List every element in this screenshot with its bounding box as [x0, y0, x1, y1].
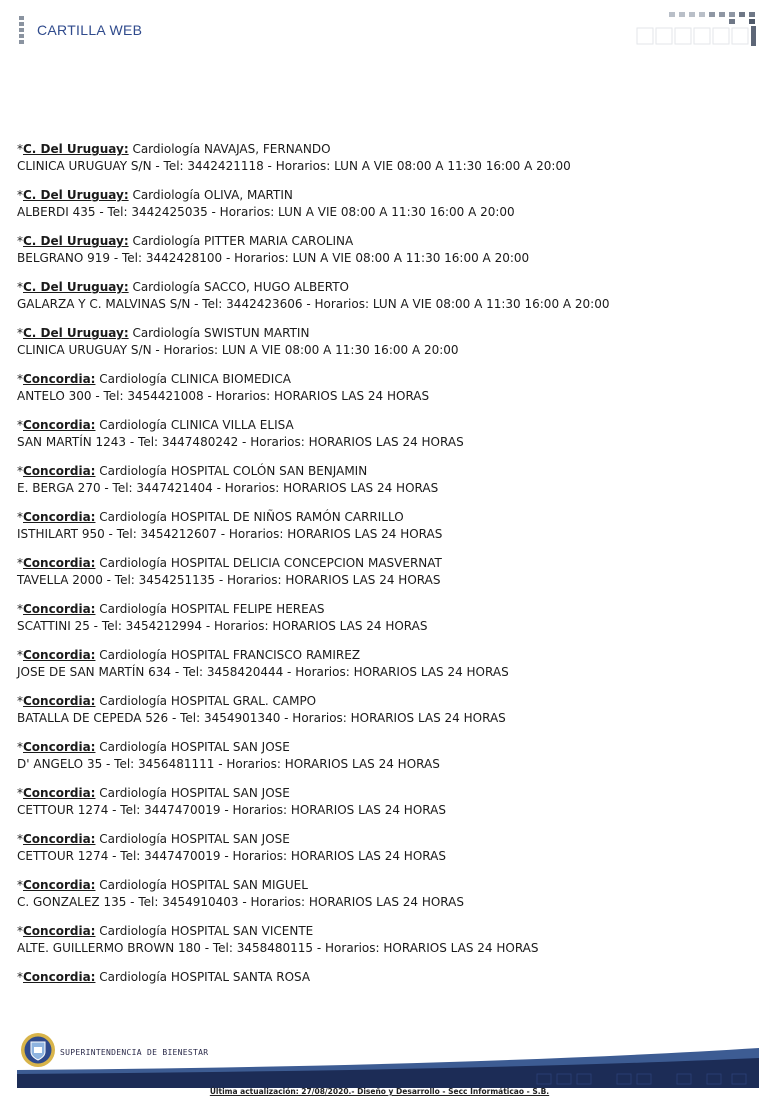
specialty-label: Cardiología [132, 280, 201, 294]
provider-name: NAVAJAS, FERNANDO [204, 142, 331, 156]
provider-details: ALBERDI 435 - Tel: 3442425035 - Horarios: LUN A VIE 08:00 A 11:30 16:00 A 20:00 [17, 205, 515, 219]
provider-name: HOSPITAL DELICIA CONCEPCION MASVERNAT [170, 556, 442, 570]
shield-seal-icon [20, 1032, 56, 1068]
specialty-label: Cardiología [99, 510, 168, 524]
city-link[interactable]: Concordia: [23, 510, 96, 524]
provider-name: HOSPITAL GRAL. CAMPO [170, 694, 317, 708]
provider-details: E. BERGA 270 - Tel: 3447421404 - Horarios: HORARIOS LAS 24 HORAS [17, 481, 439, 495]
city-link[interactable]: C. Del Uruguay: [23, 326, 129, 340]
provider-name: HOSPITAL COLÓN SAN BENJAMIN [170, 464, 368, 478]
provider-heading: *C. Del Uruguay: Cardiología SACCO, HUGO ALBERTO [17, 280, 349, 294]
provider-entry [17, 555, 747, 589]
provider-details: SAN MARTÍN 1243 - Tel: 3447480242 - Horarios: HORARIOS LAS 24 HORAS [17, 435, 464, 449]
header-accent-bar [19, 16, 24, 46]
specialty-label: Cardiología [99, 418, 168, 432]
specialty-label: Cardiología [99, 648, 168, 662]
city-link[interactable]: Concordia: [23, 418, 96, 432]
city-link[interactable]: C. Del Uruguay: [23, 234, 129, 248]
provider-details: GALARZA Y C. MALVINAS S/N - Tel: 3442423606 - Horarios: LUN A VIE 08:00 A 11:30 16:00 A 20:00 [17, 297, 610, 311]
provider-details: CLINICA URUGUAY S/N - Tel: 3442421118 - Horarios: LUN A VIE 08:00 A 11:30 16:00 A 20:00 [17, 159, 571, 173]
provider-heading: *Concordia: Cardiología HOSPITAL SAN JOSE [17, 786, 290, 800]
specialty-label: Cardiología [99, 602, 168, 616]
provider-details: JOSE DE SAN MARTÍN 634 - Tel: 3458420444 - Horarios: HORARIOS LAS 24 HORAS [17, 665, 509, 679]
provider-details: ALTE. GUILLERMO BROWN 180 - Tel: 3458480115 - Horarios: HORARIOS LAS 24 HORAS [17, 941, 539, 955]
provider-entry [17, 693, 747, 727]
provider-heading: *C. Del Uruguay: Cardiología SWISTUN MARTIN [17, 326, 310, 340]
specialty-label: Cardiología [132, 234, 201, 248]
provider-name: OLIVA, MARTIN [204, 188, 293, 202]
specialty-label: Cardiología [99, 878, 168, 892]
provider-heading: *Concordia: Cardiología HOSPITAL SAN MIGUEL [17, 878, 308, 892]
provider-heading: *Concordia: Cardiología HOSPITAL DE NIÑOS RAMÓN CARRILLO [17, 510, 404, 524]
provider-details: CETTOUR 1274 - Tel: 3447470019 - Horarios: HORARIOS LAS 24 HORAS [17, 803, 446, 817]
provider-name: CLINICA VILLA ELISA [170, 418, 294, 432]
city-link[interactable]: Concordia: [23, 832, 96, 846]
provider-heading: *C. Del Uruguay: Cardiología OLIVA, MARTIN [17, 188, 293, 202]
provider-heading: *Concordia: Cardiología HOSPITAL GRAL. CAMPO [17, 694, 317, 708]
provider-heading: *Concordia: Cardiología HOSPITAL FELIPE HEREAS [17, 602, 325, 616]
provider-name: HOSPITAL SAN JOSE [170, 832, 290, 846]
specialty-label: Cardiología [99, 832, 168, 846]
city-link[interactable]: Concordia: [23, 970, 96, 984]
specialty-label: Cardiología [132, 142, 201, 156]
provider-heading: *Concordia: Cardiología HOSPITAL SAN JOSE [17, 832, 290, 846]
provider-name: SWISTUN MARTIN [204, 326, 310, 340]
specialty-label: Cardiología [132, 188, 201, 202]
provider-entry [17, 325, 747, 359]
city-link[interactable]: Concordia: [23, 556, 96, 570]
provider-name: HOSPITAL SAN JOSE [170, 786, 290, 800]
provider-entry [17, 877, 747, 911]
provider-heading: *C. Del Uruguay: Cardiología PITTER MARIA CAROLINA [17, 234, 354, 248]
provider-entry [17, 417, 747, 451]
city-link[interactable]: Concordia: [23, 740, 96, 754]
provider-details: ANTELO 300 - Tel: 3454421008 - Horarios: HORARIOS LAS 24 HORAS [17, 389, 430, 403]
header-decoration [629, 10, 759, 48]
specialty-label: Cardiología [99, 786, 168, 800]
provider-heading: *Concordia: Cardiología CLINICA BIOMEDICA [17, 372, 291, 386]
provider-details: ISTHILART 950 - Tel: 3454212607 - Horarios: HORARIOS LAS 24 HORAS [17, 527, 443, 541]
provider-name: HOSPITAL DE NIÑOS RAMÓN CARRILLO [170, 510, 404, 524]
page-header [0, 0, 759, 60]
provider-entry [17, 141, 747, 175]
provider-entry [17, 371, 747, 405]
provider-heading: *Concordia: Cardiología HOSPITAL FRANCISCO RAMIREZ [17, 648, 361, 662]
provider-entry [17, 831, 747, 865]
provider-name: HOSPITAL FELIPE HEREAS [170, 602, 325, 616]
city-link[interactable]: Concordia: [23, 694, 96, 708]
provider-name: SACCO, HUGO ALBERTO [204, 280, 349, 294]
city-link[interactable]: Concordia: [23, 464, 96, 478]
specialty-label: Cardiología [99, 556, 168, 570]
specialty-label: Cardiología [99, 464, 168, 478]
provider-details: SCATTINI 25 - Tel: 3454212994 - Horarios: HORARIOS LAS 24 HORAS [17, 619, 428, 633]
specialty-label: Cardiología [99, 924, 168, 938]
provider-entry [17, 279, 747, 313]
specialty-label: Cardiología [99, 694, 168, 708]
organization-name: SUPERINTENDENCIA DE BIENESTAR [60, 1048, 209, 1057]
provider-name: CLINICA BIOMEDICA [170, 372, 291, 386]
provider-entry [17, 187, 747, 221]
provider-list [17, 141, 747, 998]
provider-details: D' ANGELO 35 - Tel: 3456481111 - Horarios: HORARIOS LAS 24 HORAS [17, 757, 440, 771]
provider-name: HOSPITAL SAN MIGUEL [170, 878, 308, 892]
city-link[interactable]: Concordia: [23, 924, 96, 938]
specialty-label: Cardiología [99, 970, 168, 984]
city-link[interactable]: Concordia: [23, 786, 96, 800]
city-link[interactable]: C. Del Uruguay: [23, 188, 129, 202]
provider-name: HOSPITAL FRANCISCO RAMIREZ [170, 648, 361, 662]
provider-details: C. GONZALEZ 135 - Tel: 3454910403 - Horarios: HORARIOS LAS 24 HORAS [17, 895, 464, 909]
provider-heading: *Concordia: Cardiología CLINICA VILLA ELISA [17, 418, 294, 432]
provider-entry [17, 233, 747, 267]
specialty-label: Cardiología [132, 326, 201, 340]
provider-heading: *Concordia: Cardiología HOSPITAL SAN VICENTE [17, 924, 314, 938]
provider-name: HOSPITAL SAN JOSE [170, 740, 290, 754]
provider-entry [17, 463, 747, 497]
provider-heading: *C. Del Uruguay: Cardiología NAVAJAS, FERNANDO [17, 142, 331, 156]
provider-details: BATALLA DE CEPEDA 526 - Tel: 3454901340 - Horarios: HORARIOS LAS 24 HORAS [17, 711, 506, 725]
specialty-label: Cardiología [99, 372, 168, 386]
provider-name: PITTER MARIA CAROLINA [204, 234, 354, 248]
provider-details: TAVELLA 2000 - Tel: 3454251135 - Horarios: HORARIOS LAS 24 HORAS [17, 573, 441, 587]
provider-name: HOSPITAL SAN VICENTE [170, 924, 314, 938]
provider-heading: *Concordia: Cardiología HOSPITAL DELICIA CONCEPCION MASVERNAT [17, 556, 442, 570]
provider-details: CLINICA URUGUAY S/N - Horarios: LUN A VIE 08:00 A 11:30 16:00 A 20:00 [17, 343, 459, 357]
specialty-label: Cardiología [99, 740, 168, 754]
provider-entry [17, 739, 747, 773]
page-footer [0, 1028, 759, 1101]
provider-details: CETTOUR 1274 - Tel: 3447470019 - Horarios: HORARIOS LAS 24 HORAS [17, 849, 446, 863]
city-link[interactable]: Concordia: [23, 878, 96, 892]
provider-entry [17, 647, 747, 681]
provider-entry [17, 509, 747, 543]
city-link[interactable]: C. Del Uruguay: [23, 142, 129, 156]
last-update-note: Última actualización: 27/08/2020.- Diseño y Desarrollo - Secc Informáticao - S.B. [209, 1087, 550, 1096]
page-title: CARTILLA WEB [37, 22, 143, 38]
provider-heading: *Concordia: Cardiología HOSPITAL SAN JOSE [17, 740, 290, 754]
provider-entry [17, 969, 747, 986]
city-link[interactable]: Concordia: [23, 602, 96, 616]
provider-heading: *Concordia: Cardiología HOSPITAL SANTA ROSA [17, 970, 311, 984]
provider-entry [17, 601, 747, 635]
provider-heading: *Concordia: Cardiología HOSPITAL COLÓN SAN BENJAMIN [17, 464, 368, 478]
provider-name: HOSPITAL SANTA ROSA [170, 970, 311, 984]
provider-entry [17, 785, 747, 819]
city-link[interactable]: Concordia: [23, 648, 96, 662]
provider-details: BELGRANO 919 - Tel: 3442428100 - Horarios: LUN A VIE 08:00 A 11:30 16:00 A 20:00 [17, 251, 530, 265]
city-link[interactable]: C. Del Uruguay: [23, 280, 129, 294]
provider-entry [17, 923, 747, 957]
city-link[interactable]: Concordia: [23, 372, 96, 386]
